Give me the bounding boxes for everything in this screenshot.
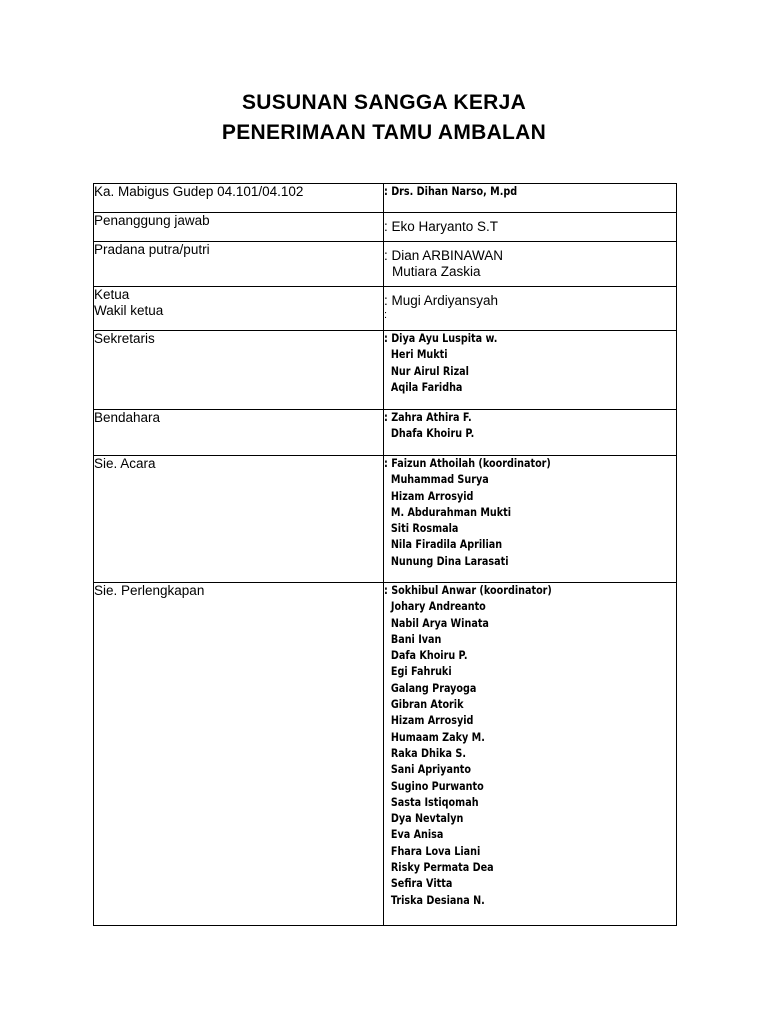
member-name: : Drs. Dihan Narso, M.pd	[384, 185, 518, 198]
member-name: Sasta Istiqomah	[390, 795, 479, 809]
table-row	[94, 456, 677, 583]
member-cell	[384, 331, 677, 410]
table-row	[94, 213, 677, 242]
member-name: Gibran Atorik	[390, 698, 464, 712]
member-name: Nila Firadila Aprilian	[390, 538, 503, 552]
role-cell	[94, 456, 384, 583]
role-label: Sekretaris	[94, 331, 155, 346]
title-line-1: SUSUNAN SANGGA KERJA	[241, 91, 527, 114]
member-name: Triska Desiana N.	[390, 893, 485, 907]
member-name: Dafa Khoiru P.	[390, 649, 468, 663]
member-name: Eva Anisa	[390, 828, 444, 842]
role-cell	[94, 331, 384, 410]
member-name: Sani Apriyanto	[390, 763, 472, 777]
committee-table	[93, 183, 677, 926]
member-name: : Dian ARBINAWAN	[384, 248, 504, 263]
member-name: Johary Andreanto	[390, 600, 486, 614]
member-name: : Eko Haryanto S.T	[384, 219, 499, 234]
member-name: Raka Dhika S.	[390, 746, 466, 760]
role-label: Sie. Perlengkapan	[94, 583, 205, 598]
member-name: Egi Fahruki	[390, 665, 452, 679]
member-name: Muhammad Surya	[390, 473, 489, 487]
member-name: Hizam Arrosyid	[390, 489, 474, 503]
member-name: Dhafa Khoiru P.	[390, 427, 475, 441]
table-row	[94, 242, 677, 287]
role-label: Bendahara	[94, 410, 161, 425]
member-cell	[384, 456, 677, 583]
title-line-2: PENERIMAAN TAMU AMBALAN	[221, 121, 547, 144]
role-label: Pradana putra/putri	[94, 242, 210, 257]
member-name: Mutiara Zaskia	[392, 264, 481, 279]
member-name: Risky Permata Dea	[390, 861, 494, 875]
table-row	[94, 583, 677, 926]
member-name: : Faizun Athoilah (koordinator)	[384, 457, 551, 470]
member-name: : Diya Ayu Luspita w.	[384, 332, 498, 345]
member-name: Heri Mukti	[390, 348, 448, 362]
member-cell	[384, 213, 677, 242]
table-row	[94, 184, 677, 213]
member-name: Dya Nevtalyn	[390, 812, 464, 826]
member-name: Nabil Arya Winata	[390, 616, 489, 630]
member-cell	[384, 410, 677, 456]
member-name: :	[384, 309, 388, 321]
member-name: Nur Airul Rizal	[390, 364, 469, 378]
role-label: Ka. Mabigus Gudep 04.101/04.102	[94, 184, 304, 199]
document-title	[0, 88, 768, 148]
member-name: M. Abdurahman Mukti	[390, 505, 512, 519]
member-name: Hizam Arrosyid	[390, 714, 474, 728]
member-name: Siti Rosmala	[390, 522, 459, 536]
member-cell	[384, 583, 677, 926]
member-name: Nunung Dina Larasati	[390, 554, 509, 568]
role-cell	[94, 410, 384, 456]
table-row	[94, 410, 677, 456]
member-name: Humaam Zaky M.	[390, 730, 485, 744]
role-cell	[94, 242, 384, 287]
member-cell	[384, 184, 677, 213]
role-label: Sie. Acara	[94, 456, 156, 471]
member-name: Aqila Faridha	[390, 380, 463, 394]
member-name: Sugino Purwanto	[390, 779, 484, 793]
member-name: : Sokhibul Anwar (koordinator)	[384, 584, 552, 597]
member-name: : Mugi Ardiyansyah	[384, 293, 499, 308]
member-name: Bani Ivan	[390, 632, 442, 646]
member-name: Galang Prayoga	[390, 681, 477, 695]
role-label: Wakil ketua	[94, 303, 164, 318]
member-name: Fhara Lova Liani	[390, 844, 481, 858]
table-row	[94, 287, 677, 331]
role-label: Ketua	[94, 287, 130, 302]
member-name: : Zahra Athira F.	[384, 411, 472, 424]
member-cell	[384, 242, 677, 287]
member-name: Sefira Vitta	[390, 877, 453, 891]
role-label: Penanggung jawab	[94, 213, 210, 228]
member-cell	[384, 287, 677, 331]
role-cell	[94, 213, 384, 242]
role-cell	[94, 184, 384, 213]
role-cell	[94, 287, 384, 331]
table-row	[94, 331, 677, 410]
role-cell	[94, 583, 384, 926]
